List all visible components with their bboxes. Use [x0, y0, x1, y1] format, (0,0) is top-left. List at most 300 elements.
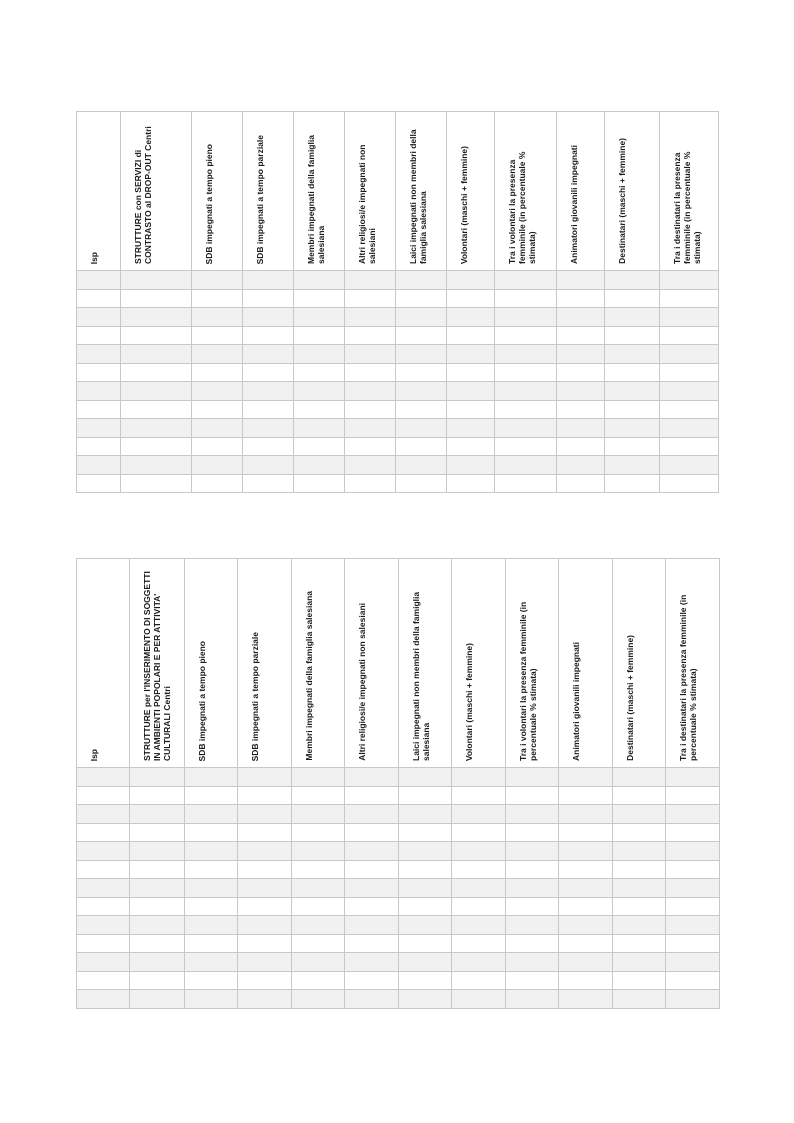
table-cell [605, 308, 660, 327]
table-cell [345, 474, 396, 493]
table-cell [613, 953, 666, 972]
column-header [130, 559, 185, 768]
table-cell [243, 363, 294, 382]
table-cell [559, 823, 613, 842]
table-cell [345, 860, 399, 879]
table-cell [399, 953, 452, 972]
column-header-label: Animatori giovanili impegnati [569, 144, 579, 264]
column-header-label: Tra i volontari la presenza femminile (in percentuale % stimata) [518, 601, 538, 761]
table-cell [495, 326, 557, 345]
column-header [506, 559, 559, 768]
table-cell [238, 897, 292, 916]
table-cell [506, 953, 559, 972]
table-cell [77, 953, 130, 972]
table-cell [130, 860, 185, 879]
table-cell [243, 271, 294, 290]
table-cell [121, 308, 192, 327]
table-cell [666, 823, 720, 842]
table-cell [77, 308, 121, 327]
table-cell [613, 934, 666, 953]
table-cell [557, 289, 605, 308]
table-cell [557, 419, 605, 438]
table-cell [121, 363, 192, 382]
table-cell [192, 345, 243, 364]
table-cell [130, 953, 185, 972]
table-cell [613, 768, 666, 787]
table-cell [557, 326, 605, 345]
table-cell [121, 289, 192, 308]
table-cell [345, 400, 396, 419]
table-cell [613, 897, 666, 916]
column-header-label: Altri religiosi/e impegnati non salesiani [357, 144, 377, 264]
table-cell [345, 382, 396, 401]
table-cell [495, 456, 557, 475]
table-cell [345, 271, 396, 290]
table-cell [506, 879, 559, 898]
table-cell [77, 879, 130, 898]
table-cell [452, 916, 506, 935]
table-cell [345, 786, 399, 805]
table-cell [345, 953, 399, 972]
table-cell [77, 437, 121, 456]
table-cell [399, 971, 452, 990]
table-cell [294, 289, 345, 308]
table-body [77, 768, 720, 1009]
table-row [77, 860, 720, 879]
table-cell [130, 990, 185, 1009]
table-cell [77, 419, 121, 438]
table-cell [660, 271, 719, 290]
table-cell [345, 456, 396, 475]
table-cell [192, 363, 243, 382]
table-cell [447, 382, 495, 401]
table-cell [130, 786, 185, 805]
table-cell [666, 805, 720, 824]
table-cell [77, 271, 121, 290]
table-cell [77, 916, 130, 935]
table-cell [447, 326, 495, 345]
table-cell [77, 897, 130, 916]
table-cell [243, 474, 294, 493]
table-cell [495, 382, 557, 401]
table-row [77, 382, 719, 401]
table-cell [396, 400, 447, 419]
table-cell [77, 289, 121, 308]
table-cell [294, 474, 345, 493]
table-cell [77, 990, 130, 1009]
table-cell [396, 419, 447, 438]
column-header [605, 112, 660, 271]
table-cell [396, 437, 447, 456]
table-cell [294, 419, 345, 438]
column-header-label: Volontari (maschi + femmine) [459, 145, 469, 264]
table-cell [559, 990, 613, 1009]
table-cell [613, 823, 666, 842]
table-cell [345, 363, 396, 382]
table-cell [605, 474, 660, 493]
table-cell [605, 289, 660, 308]
table-cell [243, 400, 294, 419]
table-cell [292, 916, 345, 935]
table-cell [77, 456, 121, 475]
table-cell [185, 842, 238, 861]
table-cell [666, 916, 720, 935]
table-cell [192, 437, 243, 456]
table-cell [666, 971, 720, 990]
table-cell [399, 823, 452, 842]
table-cell [238, 860, 292, 879]
table-cell [345, 990, 399, 1009]
column-header-label: Destinatari (maschi + femmine) [625, 635, 635, 761]
column-header-label: SDB impegnati a tempo parziale [250, 631, 260, 761]
table-cell [399, 786, 452, 805]
table-cell [243, 437, 294, 456]
table-cell [495, 308, 557, 327]
table-cell [345, 437, 396, 456]
table-cell [559, 934, 613, 953]
table-cell [399, 916, 452, 935]
column-header [396, 112, 447, 271]
table-cell [447, 437, 495, 456]
table-cell [557, 363, 605, 382]
table-cell [185, 897, 238, 916]
table-cell [559, 860, 613, 879]
table-cell [613, 860, 666, 879]
table-cell [399, 860, 452, 879]
table-cell [292, 823, 345, 842]
table-cell [130, 823, 185, 842]
table-cell [238, 971, 292, 990]
table-cell [559, 916, 613, 935]
table-cell [192, 326, 243, 345]
column-header-label: Altri religiosi/e impegnati non salesiani [357, 603, 367, 761]
table-cell [396, 363, 447, 382]
table-cell [345, 879, 399, 898]
column-header-label: Tra i destinatari la presenza femminile (in percentuale % stimata) [672, 151, 702, 264]
table-cell [243, 456, 294, 475]
table-cell [238, 953, 292, 972]
table-cell [447, 271, 495, 290]
column-header-label: STRUTTURE con SERVIZI di CONTRASTO al DROP-OUT Centri [133, 126, 153, 264]
table-cell [506, 823, 559, 842]
table-cell [345, 345, 396, 364]
table-cell [185, 823, 238, 842]
table-cell [559, 953, 613, 972]
table-cell [77, 934, 130, 953]
table-cell [613, 805, 666, 824]
table-cell [130, 805, 185, 824]
table-cell [292, 934, 345, 953]
table-cell [185, 860, 238, 879]
table-cell [396, 474, 447, 493]
table-cell [243, 289, 294, 308]
column-header-label: Volontari (maschi + femmine) [464, 642, 474, 761]
table-cell [605, 456, 660, 475]
table-cell [613, 842, 666, 861]
table-cell [506, 897, 559, 916]
table-cell [121, 456, 192, 475]
table-cell [557, 345, 605, 364]
column-header [294, 112, 345, 271]
table-cell [121, 382, 192, 401]
table-cell [666, 953, 720, 972]
table-cell [559, 768, 613, 787]
table-cell [399, 934, 452, 953]
table-cell [130, 971, 185, 990]
column-header-label: Destinatari (maschi + femmine) [617, 138, 627, 264]
table-cell [605, 326, 660, 345]
column-header-label: Membri impegnati della famiglia salesiana [304, 591, 314, 761]
table-cell [660, 326, 719, 345]
column-header [557, 112, 605, 271]
table-cell [292, 786, 345, 805]
table-row [77, 971, 720, 990]
table-cell [345, 805, 399, 824]
table-cell [666, 786, 720, 805]
table-row [77, 879, 720, 898]
table-cell [605, 382, 660, 401]
table-cell [452, 823, 506, 842]
table-cell [452, 786, 506, 805]
column-header [185, 559, 238, 768]
table-cell [506, 768, 559, 787]
column-header-label: Laici impegnati non membri della famiglia salesiana [411, 591, 431, 761]
table-cell [559, 971, 613, 990]
table-cell [605, 271, 660, 290]
table-cell [77, 326, 121, 345]
table-cell [121, 400, 192, 419]
table-cell [77, 971, 130, 990]
table-cell [77, 382, 121, 401]
table-cell [185, 934, 238, 953]
table-cell [613, 971, 666, 990]
column-header [121, 112, 192, 271]
table-row [77, 805, 720, 824]
column-header-label: Animatori giovanili impegnati [571, 641, 581, 761]
column-header-label: Tra i destinatari la presenza femminile (in percentuale % stimata) [678, 594, 698, 761]
column-header [192, 112, 243, 271]
table-row [77, 289, 719, 308]
table-cell [452, 879, 506, 898]
table-cell [452, 990, 506, 1009]
table-cell [292, 879, 345, 898]
table-cell [452, 768, 506, 787]
table-cell [185, 971, 238, 990]
table-cell [77, 345, 121, 364]
table-cell [345, 823, 399, 842]
table-cell [506, 842, 559, 861]
table-cell [605, 363, 660, 382]
table-cell [506, 934, 559, 953]
table-cell [666, 897, 720, 916]
table-cell [506, 786, 559, 805]
table-cell [345, 326, 396, 345]
table-cell [559, 879, 613, 898]
table-cell [452, 860, 506, 879]
table-cell [666, 860, 720, 879]
table-cell [557, 437, 605, 456]
column-header-label: Tra i volontari la presenza femminile (in percentuale % stimata) [507, 151, 537, 264]
table-row [77, 897, 720, 916]
table-cell [495, 474, 557, 493]
table-cell [238, 990, 292, 1009]
column-header [666, 559, 720, 768]
table-cell [447, 456, 495, 475]
table-cell [399, 768, 452, 787]
table-cell [660, 363, 719, 382]
table-cell [666, 879, 720, 898]
table-row [77, 419, 719, 438]
table-row [77, 934, 720, 953]
column-header-label: SDB impegnati a tempo parziale [255, 134, 265, 264]
table-cell [495, 363, 557, 382]
table-cell [294, 382, 345, 401]
table-cell [121, 437, 192, 456]
column-header-label: Laici impegnati non membri della famiglia salesiana [408, 129, 428, 264]
popular-environments-table [76, 558, 720, 1009]
drop-out-services-table [76, 111, 719, 493]
table-cell [345, 419, 396, 438]
table-cell [660, 400, 719, 419]
table-cell [447, 363, 495, 382]
table-row [77, 916, 720, 935]
table-cell [559, 805, 613, 824]
table-cell [452, 805, 506, 824]
table-header-row [77, 559, 720, 768]
table-cell [77, 805, 130, 824]
table-cell [557, 456, 605, 475]
column-header-label: STRUTTURE per l'INSERIMENTO DI SOGGETTI IN AMBIENTI POPOLARI E PER ATTIVITA' CULTURALI Centri [142, 571, 172, 761]
table-row [77, 456, 719, 475]
column-header [452, 559, 506, 768]
table-cell [399, 990, 452, 1009]
table-row [77, 345, 719, 364]
column-header [345, 559, 399, 768]
table-row [77, 786, 720, 805]
table-cell [185, 916, 238, 935]
column-header [399, 559, 452, 768]
table-cell [396, 308, 447, 327]
table-cell [557, 308, 605, 327]
table-cell [660, 437, 719, 456]
table-cell [238, 768, 292, 787]
table-cell [294, 271, 345, 290]
table-row [77, 474, 719, 493]
column-header [292, 559, 345, 768]
table-cell [506, 990, 559, 1009]
table-cell [243, 419, 294, 438]
table-cell [130, 934, 185, 953]
table-cell [605, 345, 660, 364]
table-cell [396, 289, 447, 308]
table-cell [557, 400, 605, 419]
table-cell [399, 879, 452, 898]
table-cell [447, 289, 495, 308]
table-cell [345, 308, 396, 327]
table-cell [559, 897, 613, 916]
table-cell [238, 842, 292, 861]
table-cell [121, 326, 192, 345]
table-cell [185, 786, 238, 805]
table-cell [666, 768, 720, 787]
table-cell [77, 768, 130, 787]
column-header [243, 112, 294, 271]
table-cell [130, 916, 185, 935]
table-cell [660, 419, 719, 438]
table-cell [447, 474, 495, 493]
table-cell [77, 400, 121, 419]
table-cell [238, 879, 292, 898]
table-cell [447, 308, 495, 327]
table-cell [77, 860, 130, 879]
table-cell [294, 326, 345, 345]
table-cell [192, 400, 243, 419]
table-cell [121, 345, 192, 364]
table-row [77, 308, 719, 327]
table-cell [130, 842, 185, 861]
table-row [77, 823, 720, 842]
column-header-label: Isp [89, 251, 99, 264]
table-cell [613, 990, 666, 1009]
column-header [77, 112, 121, 271]
table-cell [495, 419, 557, 438]
table-cell [660, 456, 719, 475]
table-cell [77, 474, 121, 493]
column-header-label: Isp [89, 748, 99, 761]
table-row [77, 953, 720, 972]
column-header [447, 112, 495, 271]
table-cell [121, 474, 192, 493]
table-row [77, 363, 719, 382]
table-cell [292, 805, 345, 824]
table-cell [345, 897, 399, 916]
table-cell [121, 271, 192, 290]
column-header [559, 559, 613, 768]
column-header [238, 559, 292, 768]
table-cell [243, 308, 294, 327]
table-cell [243, 326, 294, 345]
table-cell [345, 971, 399, 990]
column-header [613, 559, 666, 768]
table-cell [292, 953, 345, 972]
table-cell [130, 768, 185, 787]
table-cell [185, 879, 238, 898]
table-cell [506, 971, 559, 990]
table-cell [294, 363, 345, 382]
table-cell [613, 916, 666, 935]
table-cell [396, 326, 447, 345]
table-cell [506, 860, 559, 879]
table-cell [666, 842, 720, 861]
table-cell [447, 419, 495, 438]
table-cell [345, 768, 399, 787]
table-cell [452, 953, 506, 972]
table-cell [185, 953, 238, 972]
table-cell [345, 916, 399, 935]
table-cell [294, 456, 345, 475]
table-cell [559, 786, 613, 805]
table-cell [605, 400, 660, 419]
table-cell [121, 419, 192, 438]
table-cell [292, 842, 345, 861]
table-cell [238, 805, 292, 824]
table-cell [294, 308, 345, 327]
table-row [77, 326, 719, 345]
table-cell [192, 456, 243, 475]
column-header-label: Membri impegnati della famiglia salesiana [306, 135, 326, 264]
table-cell [559, 842, 613, 861]
table-cell [605, 419, 660, 438]
